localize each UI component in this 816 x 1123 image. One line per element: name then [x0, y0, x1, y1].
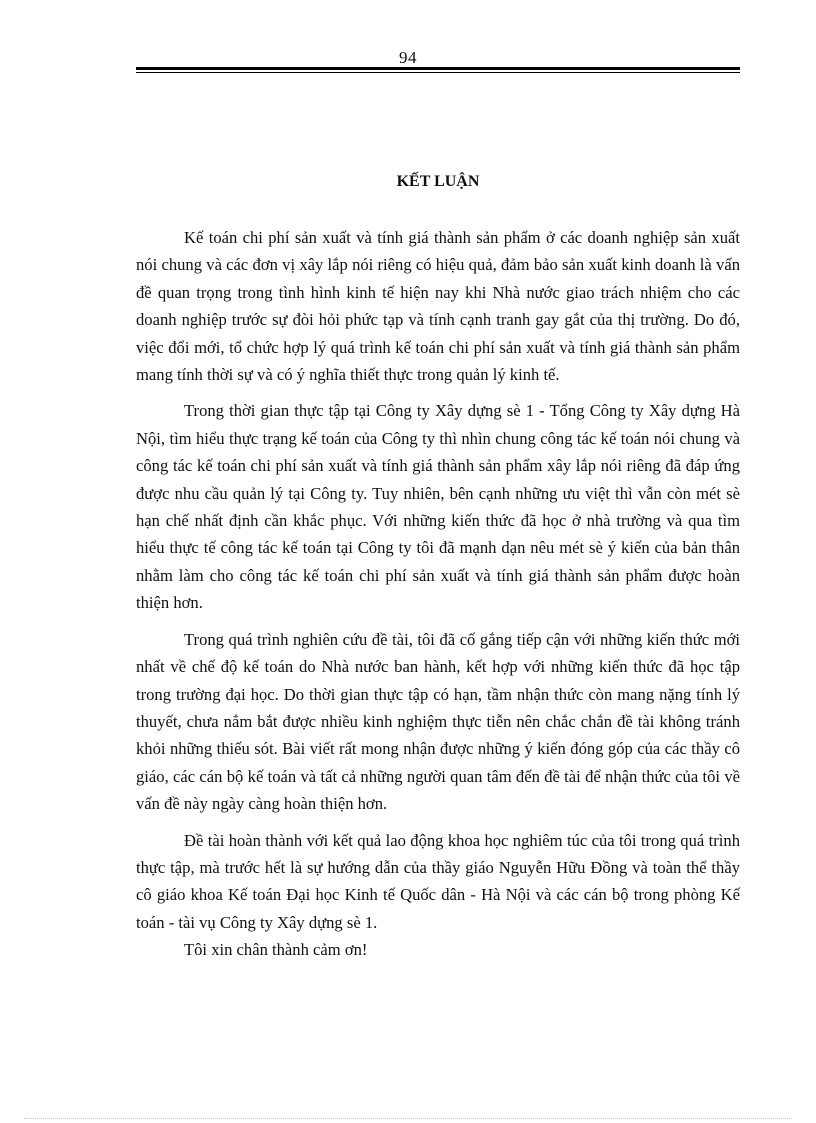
header-rule-thin	[136, 72, 740, 73]
paragraph-closing: Tôi xin chân thành cảm ơn!	[184, 940, 368, 960]
footer-divider	[24, 1118, 792, 1119]
paragraph-3: Trong quá trình nghiên cứu đề tài, tôi đã cố gắng tiếp cận với những kiến thức mới nhất về chế độ kế toán do Nhà nước ban hành, kết hợp với những kiến thức đã học tập trong trường đại học. Do thời gian thực tập có hạn, tầm nhận thức còn mang nặng tính lý thuyết, chưa nắm bắt được nhiều kinh nghiệm thực tiễn nên chắc chắn đề tài không tránh khỏi những thiếu sót. Bài viết rất mong nhận được những ý kiến đóng góp của các thầy cô giáo, các cán bộ kế toán và tất cả những người quan tâm đến đề tài để nhận thức của tôi về vấn đề này ngày càng hoàn thiện hơn.	[136, 629, 740, 814]
paragraph-4: Đề tài hoàn thành với kết quả lao động khoa học nghiêm túc của tôi trong quá trình thực tập, mà trước hết là sự hướng dẫn của thầy giáo Nguyễn Hữu Đồng và toàn thể thầy cô giáo khoa Kế toán Đại học Kinh tế Quốc dân - Hà Nội và các cán bộ trong phòng Kế toán - tài vụ Công ty Xây dựng sè 1.	[136, 830, 740, 932]
page-title: KẾT LUẬN	[396, 173, 480, 190]
paragraph-2: Trong thời gian thực tập tại Công ty Xây dựng sè 1 - Tổng Công ty Xây dựng Hà Nội, tìm hiểu thực trạng kế toán của Công ty thì nhìn chung công tác kế toán nói chung và công tác kế toán chi phí sản xuất và tính giá thành sản phẩm xây lắp nói riêng đã đáp ứng được nhu cầu quản lý tại Công ty. Tuy nhiên, bên cạnh những ưu việt thì vẫn còn mét sè hạn chế nhất định cần khắc phục. Với những kiến thức đã học ở nhà trường và qua tìm hiểu thực tế công tác kế toán tại Công ty tôi đã mạnh dạn nêu mét sè ý kiến của bản thân nhằm làm cho công tác kế toán chi phí sản xuất và tính giá thành sản phẩm được hoàn thiện hơn.	[136, 401, 740, 613]
body-text	[136, 224, 740, 973]
page-number: 94	[399, 48, 417, 67]
paragraph-1: Kế toán chi phí sản xuất và tính giá thành sản phẩm ở các doanh nghiệp sản xuất nói chung và các đơn vị xây lắp nói riêng có hiệu quả, đảm bảo sản xuất kinh doanh là vấn đề quan trọng trong tình hình kinh tế hiện nay khi Nhà nước giao trách nhiệm cho các doanh nghiệp trước sự đòi hỏi phức tạp và tính cạnh tranh gay gắt của thị trường. Do đó, việc đổi mới, tổ chức hợp lý quá trình kế toán chi phí sản xuất và tính giá thành sản phẩm mang tính thời sự và có ý nghĩa thiết thực trong quản lý kinh tế.	[136, 228, 740, 385]
header-rule-thick	[136, 67, 740, 70]
